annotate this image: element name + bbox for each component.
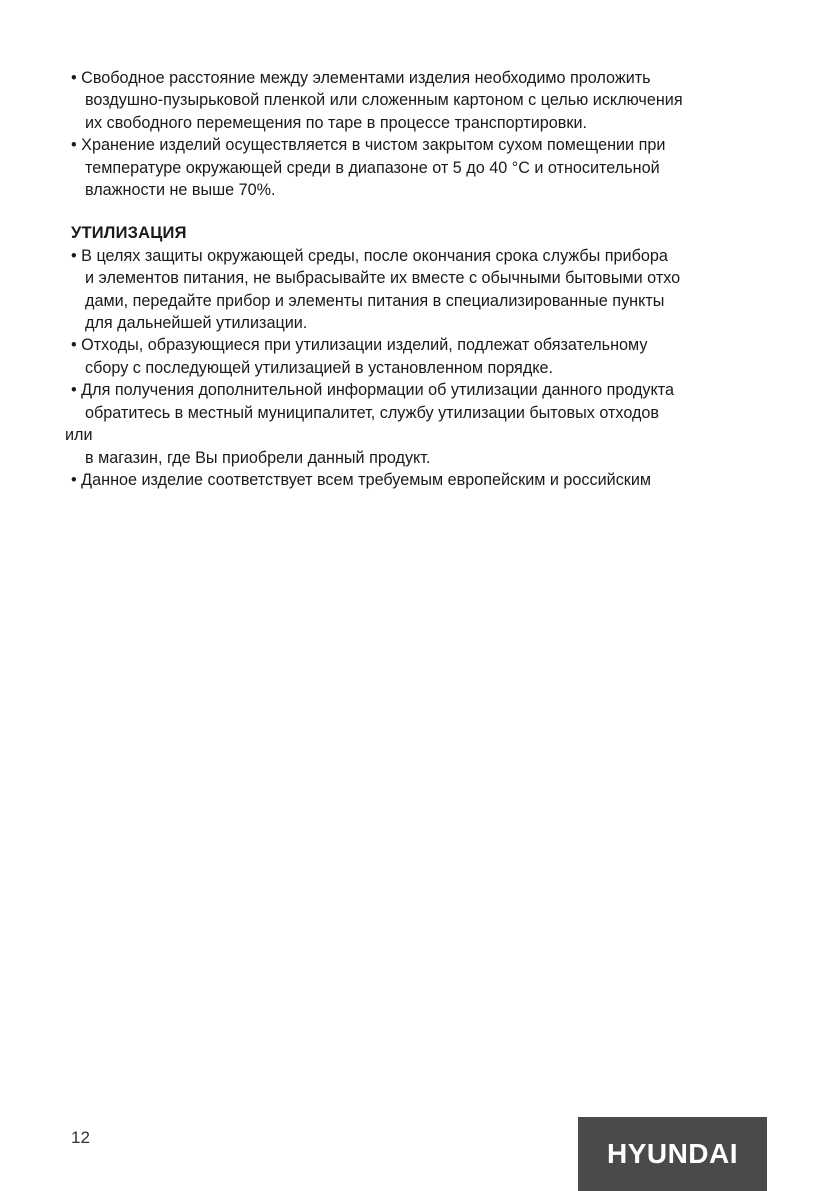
- text-line: • Данное изделие соответствует всем требуемым европейским и российским: [71, 470, 652, 489]
- page-number: 12: [71, 1128, 90, 1147]
- text-line: для дальнейшей утилизации.: [85, 314, 308, 333]
- text-line: • В целях защиты окружающей среды, после окончания срока службы прибора: [71, 246, 668, 265]
- text-line: сбору с последующей утилизацией в установленном порядке.: [85, 358, 554, 377]
- text-line: влажности не выше 70%.: [85, 181, 276, 200]
- text-line: • Отходы, образующиеся при утилизации изделий, подлежат обязательному: [71, 336, 648, 355]
- disposal-section: [65, 245, 781, 491]
- page-content: [65, 67, 781, 491]
- disposal-heading: УТИЛИЗАЦИЯ: [71, 224, 187, 243]
- storage-section: [71, 67, 781, 201]
- text-line: воздушно-пузырьковой пленкой или сложенным картоном с целью исключения: [85, 91, 683, 110]
- text-line: температуре окружающей среди в диапазоне от 5 до 40 °C и относительной: [85, 158, 660, 177]
- text-line: или: [65, 426, 93, 445]
- brand-logo: [578, 1117, 767, 1191]
- text-line: в магазин, где Вы приобрели данный продукт.: [85, 448, 431, 467]
- text-line: их свободного перемещения по таре в процессе транспортировки.: [85, 113, 587, 132]
- brand-logo-text: HYUNDAI: [606, 1138, 739, 1169]
- text-line: обратитесь в местный муниципалитет, службу утилизации бытовых отходов: [85, 403, 660, 422]
- text-line: • Свободное расстояние между элементами изделия необходимо проложить: [71, 69, 651, 87]
- text-line: дами, передайте прибор и элементы питания в специализированные пункты: [85, 291, 665, 310]
- text-line: • Для получения дополнительной информации об утилизации данного продукта: [71, 381, 675, 400]
- text-line: • Хранение изделий осуществляется в чистом закрытом сухом помещении при: [71, 136, 666, 155]
- text-line: и элементов питания, не выбрасывайте их вместе с обычными бытовыми отхо: [85, 269, 681, 288]
